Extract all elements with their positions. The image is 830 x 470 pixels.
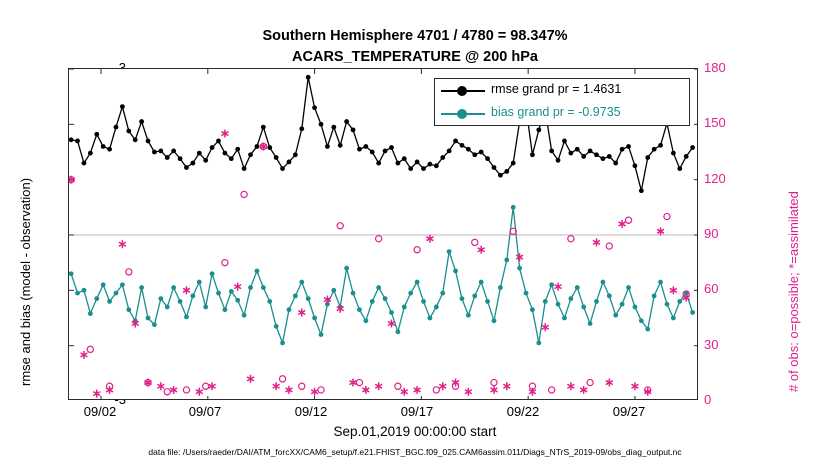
legend-marker-bias — [457, 109, 467, 119]
y-tick-right-0: 180 — [704, 60, 726, 75]
y-tick-right-3: 90 — [704, 226, 719, 241]
x-axis-label: Sep.01,2019 00:00:00 start — [333, 424, 497, 439]
legend-item-rmse — [435, 79, 689, 103]
x-tick-5: 09/27 — [612, 404, 646, 419]
y-tick-right-6: 0 — [704, 392, 712, 407]
series- — [69, 130, 690, 398]
title-line-1: Southern Hemisphere 4701 / 4780 = 98.347% — [262, 28, 568, 44]
chart-legend — [434, 78, 690, 126]
x-tick-1: 09/07 — [188, 404, 222, 419]
y-tick-right-5: 30 — [704, 337, 719, 352]
x-tick-4: 09/22 — [506, 404, 540, 419]
x-tick-0: 09/02 — [83, 404, 117, 419]
y-tick-right-2: 120 — [704, 171, 726, 186]
y-tick-right-1: 150 — [704, 115, 726, 130]
series-bias — [69, 205, 695, 345]
title-line-2: ACARS_TEMPERATURE @ 200 hPa — [292, 49, 538, 65]
x-tick-2: 09/12 — [294, 404, 328, 419]
x-tick-3: 09/17 — [400, 404, 434, 419]
legend-item-bias — [435, 102, 689, 126]
data-file-footer: data file: /Users/raeder/DAI/ATM_forcXX/CAM6_setup/f.e21.FHIST_BGC.f09_025.CAM6assim.011/Diags_NTrS_2019-09/obs_diag_output.nc — [148, 447, 682, 457]
y-tick-right-4: 60 — [704, 281, 719, 296]
y-axis-right-label: # of obs: o=possible; *=assimilated — [786, 191, 801, 392]
series- — [69, 143, 689, 395]
legend-marker-rmse — [457, 86, 467, 96]
legend-label-rmse: rmse grand pr = 1.4631 — [491, 82, 622, 96]
y-axis-left-label: rmse and bias (model - observation) — [18, 177, 33, 386]
legend-label-bias: bias grand pr = -0.9735 — [491, 105, 621, 119]
